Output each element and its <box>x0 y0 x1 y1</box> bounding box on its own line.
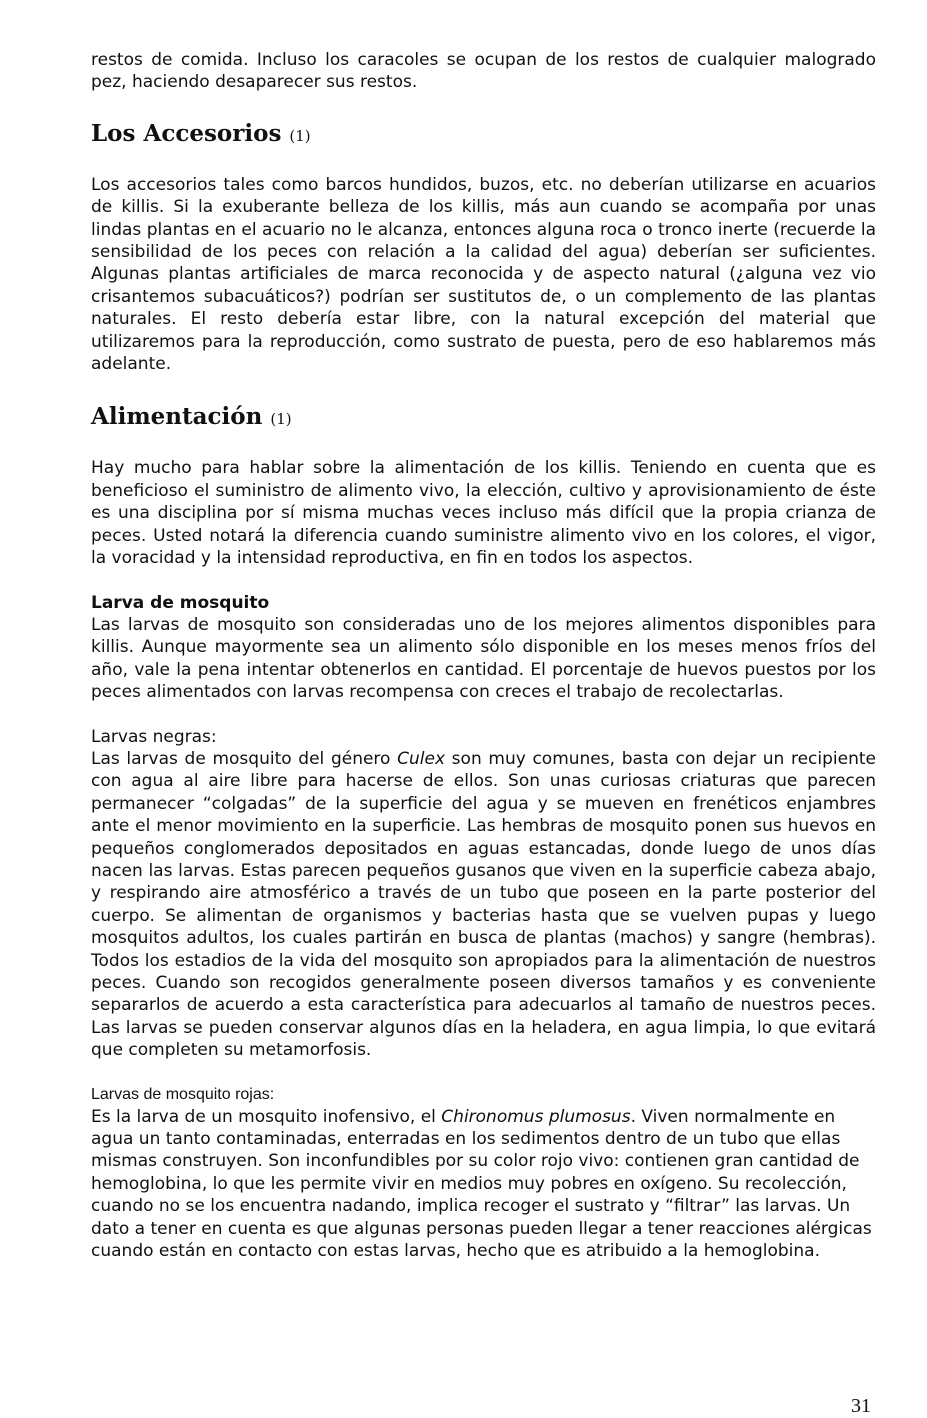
species-chironomus: Chironomus plumosus <box>441 1106 631 1127</box>
genus-culex: Culex <box>397 748 446 769</box>
alimentacion-paragraph: Hay mucho para hablar sobre la alimentación de los killis. Teniendo en cuenta que es beneficioso el suministro de alimento vivo, la elección, cultivo y aprovisionamiento de éste es una disciplina por sí misma muchas veces incluso más difícil que la propia crianza de peces. Usted notará la diferencia cuando suministre alimento vivo en los colores, el vigor, la voracidad y la intensidad reproductiva, en fin en todos los aspectos. <box>91 458 876 569</box>
label-larvas-negras: Larvas negras: <box>91 726 217 747</box>
larvas-rojas-text-start: Es la larva de un mosquito inofensivo, el <box>91 1106 442 1127</box>
larvas-negras-text-start: Las larvas de mosquito del género <box>91 748 398 769</box>
page-number: 31 <box>851 1395 871 1417</box>
larvas-rojas-paragraph <box>91 1106 876 1263</box>
section-heading-alimentacion <box>91 403 876 433</box>
larvas-negras-paragraph <box>91 748 876 1062</box>
intro-paragraph: restos de comida. Incluso los caracoles se ocupan de los restos de cualquier malogrado pez, haciendo desaparecer sus restos. <box>91 50 876 93</box>
larvas-negras-text-end: son muy comunes, basta con dejar un recipiente con agua al aire libre para hacerse de ellos. Son unas curiosas criaturas que parecen permanecer “colgadas” de la superficie del agua y se mueven en frenéticos enjambres ante el menor movimiento en la superficie. Las hembras de mosquito ponen sus huevos en pequeños conglomerados depositados en aguas estancadas, donde luego de unos días nacen las larvas. Estas parecen pequeños gusanos que viven en la superficie cabeza abajo, y respirando aire atmosférico a través de un tubo que poseen en la parte posterior del cuerpo. Se alimentan de organismos y bacterias hasta que se vuelven pupas y luego mosquitos adultos, los cuales partirán en busca de plantas (machos) y sangre (hembras). Todos los estadios de la vida del mosquito son apropiados para la alimentación de nuestros peces. Cuando son recogidos generalmente poseen diversos tamaños y es conveniente separarlos de acuerdo a esta característica para adecuarlos al tamaño de nuestros peces. Las larvas se pueden conservar algunos días en la heladera, en agua limpia, lo que evitará que completen su metamorfosis. <box>91 748 876 1061</box>
heading-accesorios-note: (1) <box>289 126 311 145</box>
accesorios-paragraph: Los accesorios tales como barcos hundidos, buzos, etc. no deberían utilizarse en acuarios de killis. Si la exuberante belleza de los killis, más aun cuando se acompaña por unas lindas plantas en el acuario no le alcanza, entonces alguna roca o tronco inerte (recuerde la sensibilidad de los peces con relación a la calidad del agua) deberían ser suficientes. Algunas plantas artificiales de marca reconocida y de aspecto natural (¿alguna vez vio crisantemos subacuáticos?) podrían ser sustitutos de, o un complemento de las plantas naturales. El resto debería estar libre, con la natural excepción del material que utilizaremos para la reproducción, como sustrato de puesta, pero de eso hablaremos más adelante. <box>91 174 876 375</box>
page-content <box>91 49 876 1262</box>
heading-accesorios-title: Los Accesorios <box>91 119 282 147</box>
larvas-rojas-text-end: . Viven normalmente en agua un tanto contaminadas, enterradas en los sedimentos dentro de un tubo que ellas mismas construyen. Son inconfundibles por su color rojo vivo: contienen gran cantidad de hemoglobina, lo que les permite vivir en medios muy pobres en oxígeno. Su recolección, cuando no se los encuentra nadando, implica recoger el sustrato y “filtrar” las larvas. Un dato a tener en cuenta es que algunas personas pueden llegar a tener reacciones alérgicas cuando están en contacto con estas larvas, hecho que es atribuido a la hemoglobina. <box>91 1106 872 1262</box>
heading-alimentacion-title: Alimentación <box>91 403 263 431</box>
larva-mosquito-paragraph: Las larvas de mosquito son consideradas uno de los mejores alimentos disponibles para killis. Aunque mayormente sea un alimento sólo disponible en los meses menos fríos del año, vale la pena intentar obtenerlos en cantidad. El porcentaje de huevos puestos por los peces alimentados con larvas recompensa con creces el trabajo de recolectarlas. <box>91 614 876 703</box>
subheading-larva-mosquito: Larva de mosquito <box>91 592 270 613</box>
heading-alimentacion-note: (1) <box>270 410 292 429</box>
section-heading-accesorios <box>91 120 876 150</box>
label-larvas-rojas: Larvas de mosquito rojas: <box>91 1085 275 1103</box>
